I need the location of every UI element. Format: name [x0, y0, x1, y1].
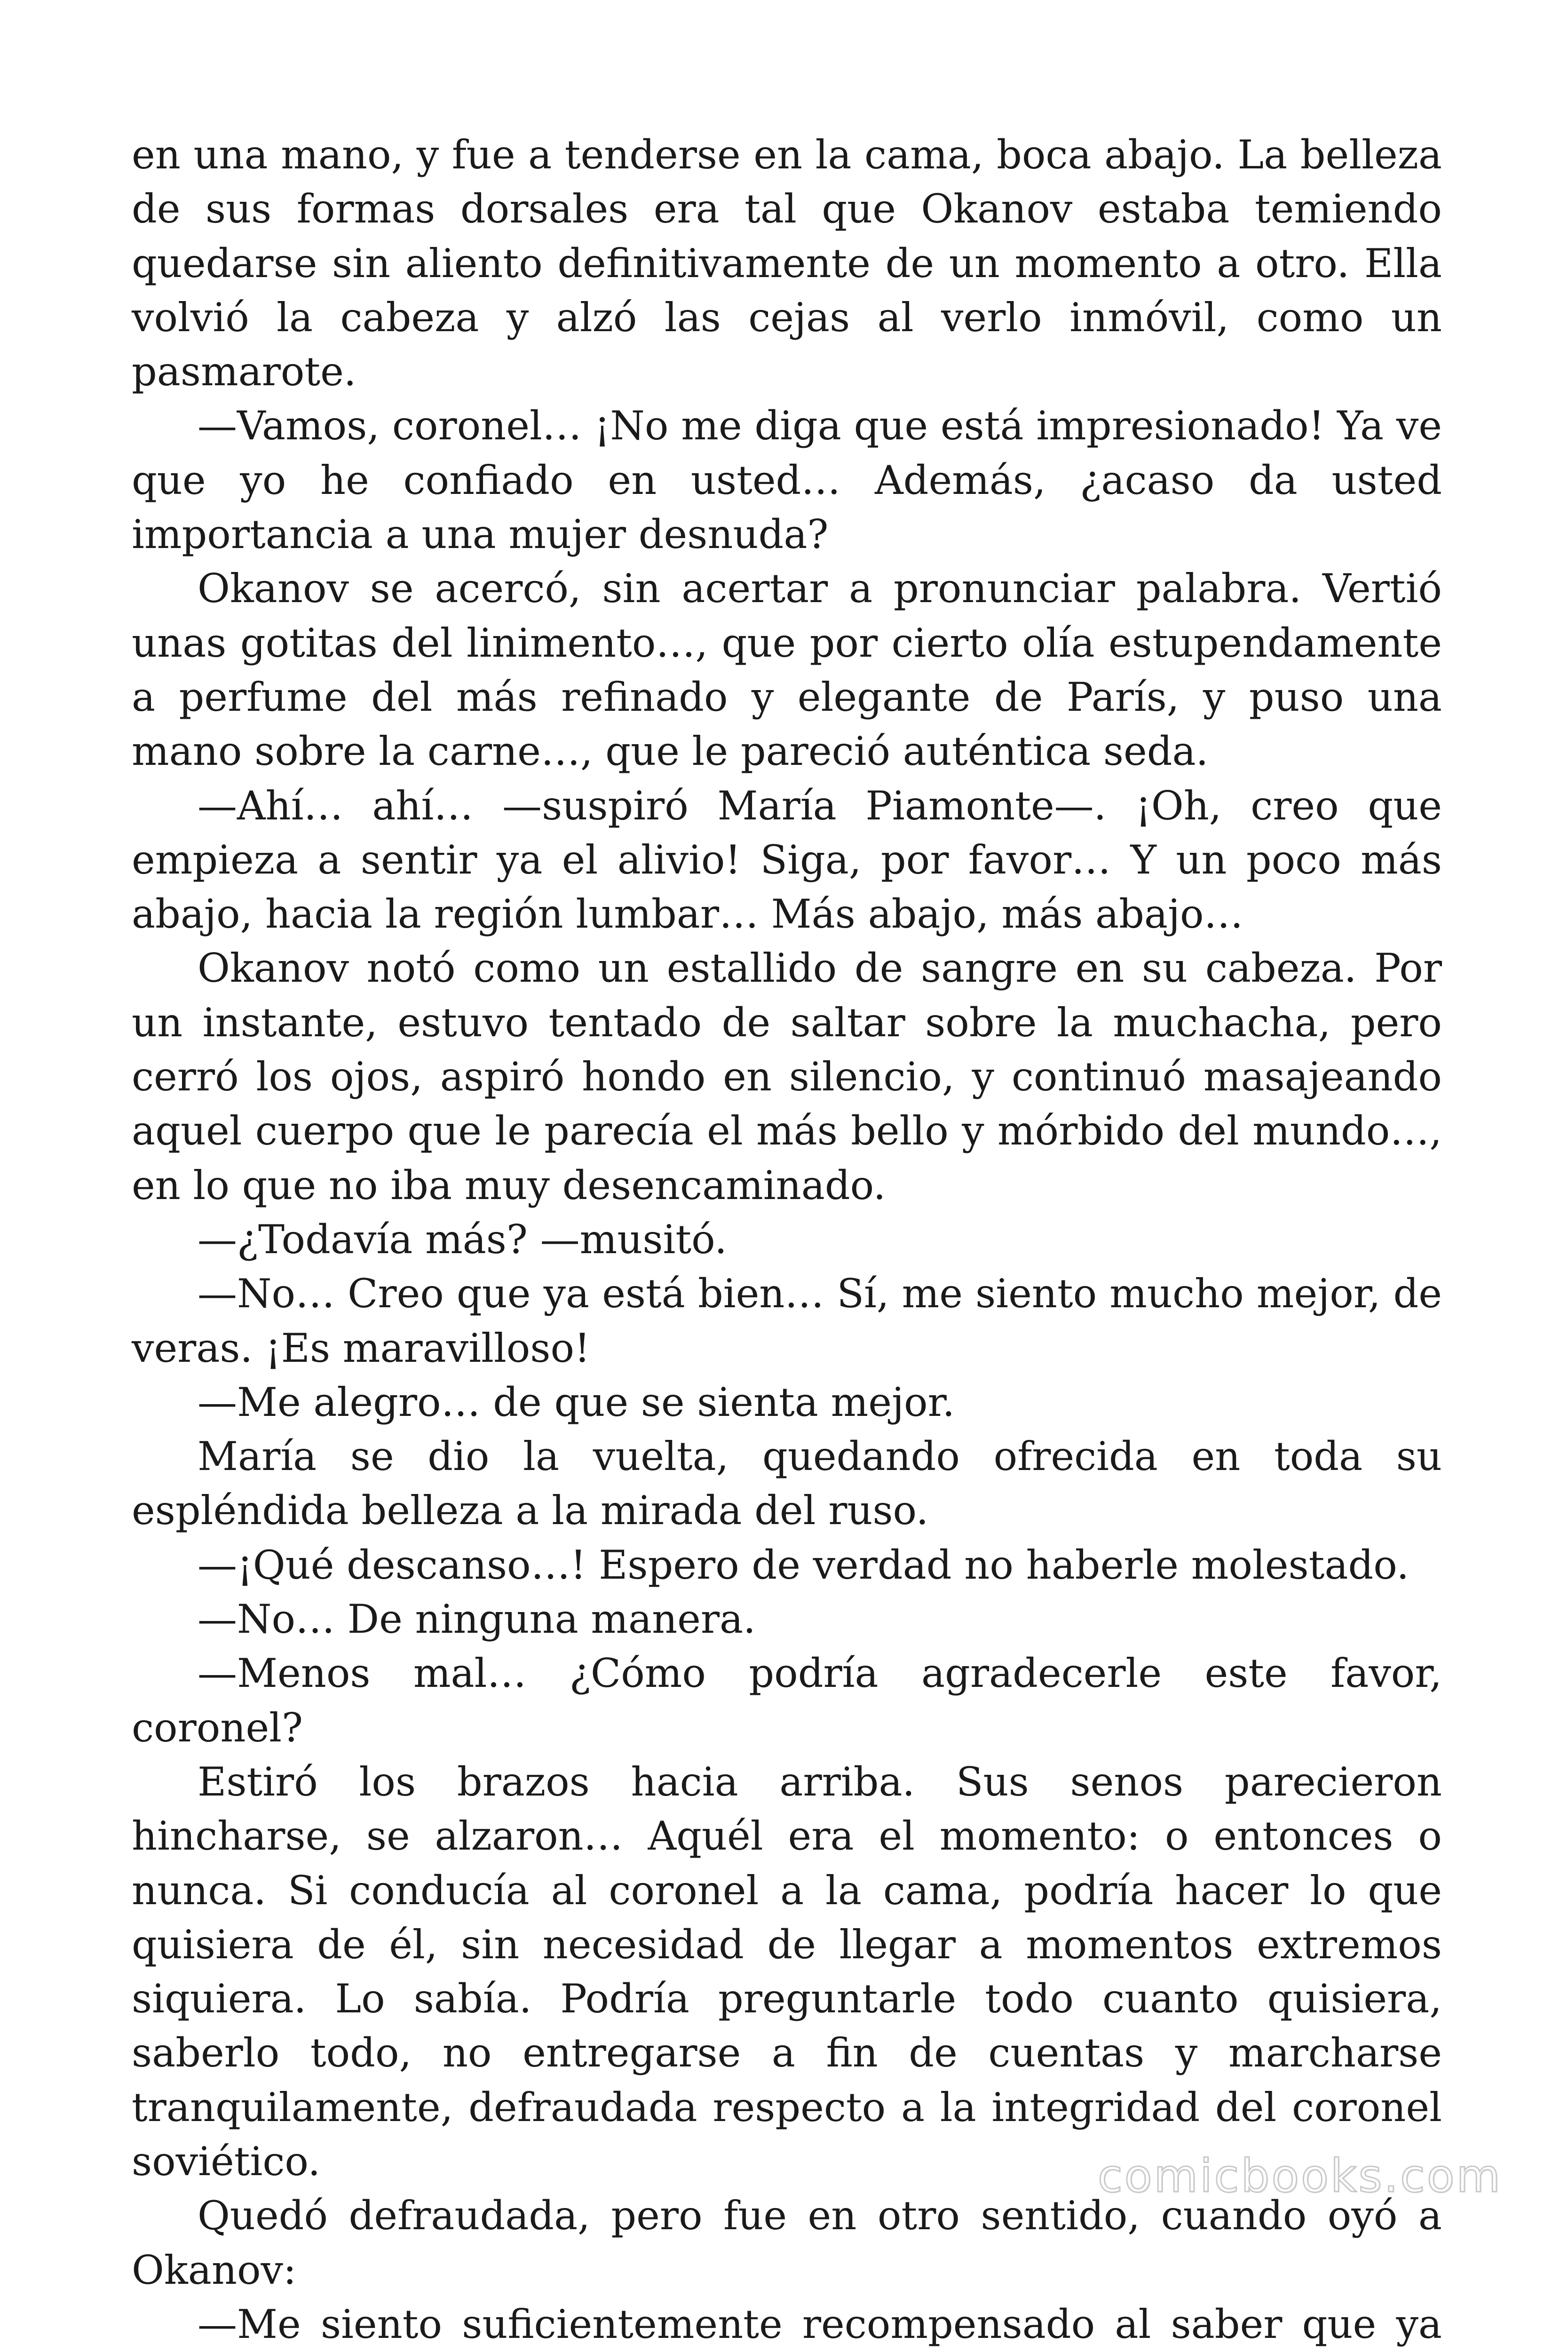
- paragraph: Estiró los brazos hacia arriba. Sus senos parecieron hincharse, se alzaron… Aquél era el momento: o entonces o nunca. Si conducía al coronel a la cama, podría hacer lo que quisiera de él, sin necesidad de llegar a momentos extremos siquiera. Lo sabía. Podría preguntarle todo cuanto quisiera, saberlo todo, no entregarse a fin de cuentas y marcharse tranquilamente, defraudada respecto a la integridad del coronel soviético.: [132, 1758, 1442, 2185]
- paragraph: —No… De ninguna manera.: [198, 1596, 756, 1643]
- paragraph: —¡Qué descanso…! Espero de verdad no haberle molestado.: [198, 1542, 1410, 1588]
- paragraph: —Me alegro… de que se sienta mejor.: [198, 1379, 955, 1425]
- paragraph: —Ahí… ahí… —suspiró María Piamonte—. ¡Oh, creo que empieza a sentir ya el alivio! Siga, por favor… Y un poco más abajo, hacia la región lumbar… Más abajo, más abajo…: [132, 782, 1442, 938]
- paragraph: —Vamos, coronel… ¡No me diga que está impresionado! Ya ve que yo he confiado en usted… Además, ¿acaso da usted importancia a una mujer desnuda?: [132, 403, 1442, 558]
- paragraph: en una mano, y fue a tenderse en la cama, boca abajo. La belleza de sus formas dorsales era tal que Okanov estaba temiendo quedarse sin aliento definitivamente de un momento a otro. Ella volvió la cabeza y alzó las cejas al verlo inmóvil, como un pasmarote.: [132, 132, 1442, 395]
- paragraph: Quedó defraudada, pero fue en otro sentido, cuando oyó a Okanov:: [132, 2193, 1442, 2293]
- paragraph: María se dio la vuelta, quedando ofrecida en toda su espléndida belleza a la mirada del ruso.: [132, 1433, 1442, 1534]
- paragraph: —Me siento suficientemente recompensado al saber que ya: [198, 2301, 1442, 2347]
- watermark: comicbooks.com: [1097, 2150, 1502, 2202]
- paragraph: —No… Creo que ya está bien… Sí, me siento mucho mejor, de veras. ¡Es maravilloso!: [132, 1271, 1442, 1371]
- paragraph: Okanov se acercó, sin acertar a pronunciar palabra. Vertió unas gotitas del linimento…, que por cierto olía estupendamente a perfume del más refinado y elegante de París, y puso una mano sobre la carne…, que le pareció auténtica seda.: [132, 565, 1442, 775]
- paragraph: Okanov notó como un estallido de sangre en su cabeza. Por un instante, estuvo tentado de saltar sobre la muchacha, pero cerró los ojos, aspiró hondo en silencio, y continuó masajeando aquel cuerpo que le parecía el más bello y mórbido del mundo…, en lo que no iba muy desencaminado.: [132, 945, 1442, 1208]
- page-body: [132, 128, 1442, 2352]
- paragraph: —Menos mal… ¿Cómo podría agradecerle este favor, coronel?: [132, 1650, 1442, 1751]
- paragraph: —¿Todavía más? —musitó.: [198, 1216, 727, 1263]
